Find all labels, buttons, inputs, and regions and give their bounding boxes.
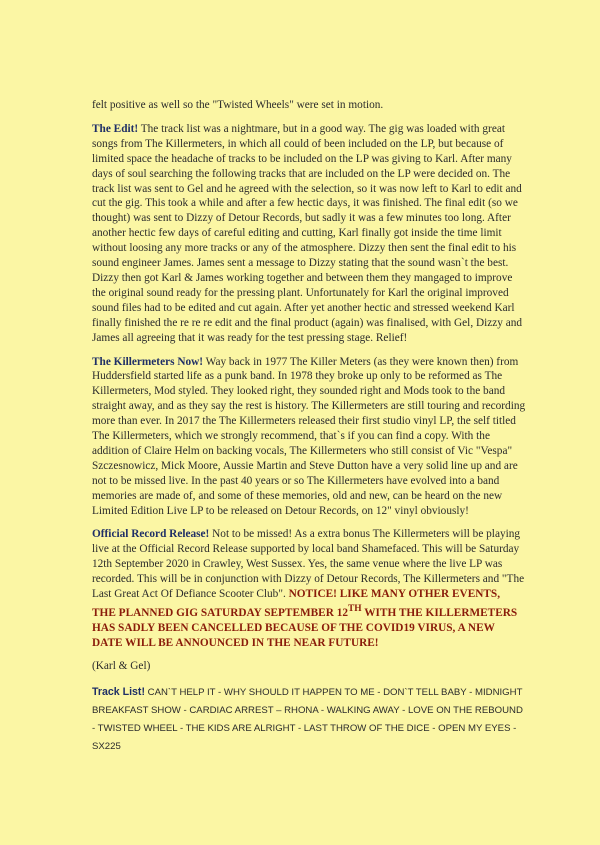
release-section: [92, 527, 526, 650]
intro-paragraph: [92, 98, 526, 113]
credit-line: [92, 659, 526, 674]
notice-text-b: WITH THE KILLERMETERS HAS SADLY BEEN CANCELLED BECAUSE OF THE COVID19 VIRUS, A NEW DATE WILL BE ANNOUNCED IN THE NEAR FUTURE!: [92, 606, 518, 649]
release-body: Not to be missed! As a extra bonus The Killermeters will be playing live at the Official Record Release supported by local band Shamefaced. This will be Saturday 12th September 2020 in Crawley, West Sussex. Yes, the same venue where the live LP was recorded. This will be in conjunction with Dizzy of Detour Records, The Killermeters and "The Last Great Act Of Defiance Scooter Club".: [92, 528, 525, 601]
edit-heading: The Edit!: [92, 122, 139, 135]
notice-text-a: NOTICE! LIKE MANY OTHER EVENTS, THE PLANNED GIG SATURDAY SEPTEMBER 12: [92, 588, 501, 619]
tracklist-tracks: CAN`T HELP IT - WHY SHOULD IT HAPPEN TO ME - DON`T TELL BABY - MIDNIGHT BREAKFAST SHOW - CARDIAC ARREST – RHONA - WALKING AWAY - LOVE ON THE REBOUND - TWISTED WHEEL - THE KIDS ARE ALRIGHT - LAST THROW OF THE DICE - OPEN MY EYES - SX225: [92, 687, 523, 753]
now-body: Way back in 1977 The Killer Meters (as they were known then) from Huddersfield started life as a punk band. In 1978 they broke up only to be reformed as The Killermeters, Mod styled. They looked right, they sounded right and Mods took to the band straight away, and as they say the rest is history. The Killermeters are still touring and recording more than ever. In 2017 the The Killermeters released their first studio vinyl LP, the self titled The Killermeters, which we strongly recommend, that`s if you can find a copy. With the addition of Claire Helm on backing vocals, The Killermeters who still consist of Vic "Vespa" Szczesnowicz, Mick Moore, Aussie Martin and Steve Dutton have a very solid line up and are not to be missed live. In the past 40 years or so The Killermeters have evolved into a band memories are made of, and some of these memories, old and new, can be heard on the new Limited Edition Live LP to be released on Detour Records, on 12" vinyl obviously!: [92, 355, 526, 517]
edit-body: The track list was a nightmare, but in a good way. The gig was loaded with great songs from The Killermeters, in which all could of been included on the LP, but because of limited space the headache of tracks to be included on the LP was giving to Karl. After many days of soul searching the following tracks that are included on the LP were decided on. The track list was sent to Gel and he agreed with the selection, so it was now left to Karl to edit and cut the gig. This took a while and after a few hectic days, it was finished. The final edit (so we thought) was sent to Dizzy of Detour Records, but sadly it was a few minutes too long. After another hectic few days of careful editing and cutting, Karl finally got inside the time limit without loosing any more tracks or any of the atmosphere. Dizzy then sent the final edit to his sound engineer James. James sent a message to Dizzy stating that the sound wasn`t the best. Dizzy then got Karl & James working together and between them they mangaged to improve the original sound ready for the pressing plant. Unfortunately for Karl the original improved sound files had to be edited and cut again. After yet another hectic and stressed weekend Karl finally finished the re re re edit and the final product (again) was finalised, with Gel, Dizzy and James all agreeing that it was ready for the test pressing stage. Relief!: [92, 122, 523, 344]
credit-text: (Karl & Gel): [92, 660, 151, 673]
now-heading: The Killermeters Now!: [92, 355, 204, 368]
now-section: [92, 355, 526, 519]
release-heading: Official Record Release!: [92, 528, 210, 541]
document-page: [92, 98, 526, 765]
tracklist-heading: Track List!: [92, 686, 145, 699]
edit-section: [92, 122, 526, 346]
intro-text: felt positive as well so the "Twisted Wheels" were set in motion.: [92, 99, 384, 111]
notice-superscript: TH: [348, 604, 362, 614]
tracklist-section: [92, 683, 526, 756]
